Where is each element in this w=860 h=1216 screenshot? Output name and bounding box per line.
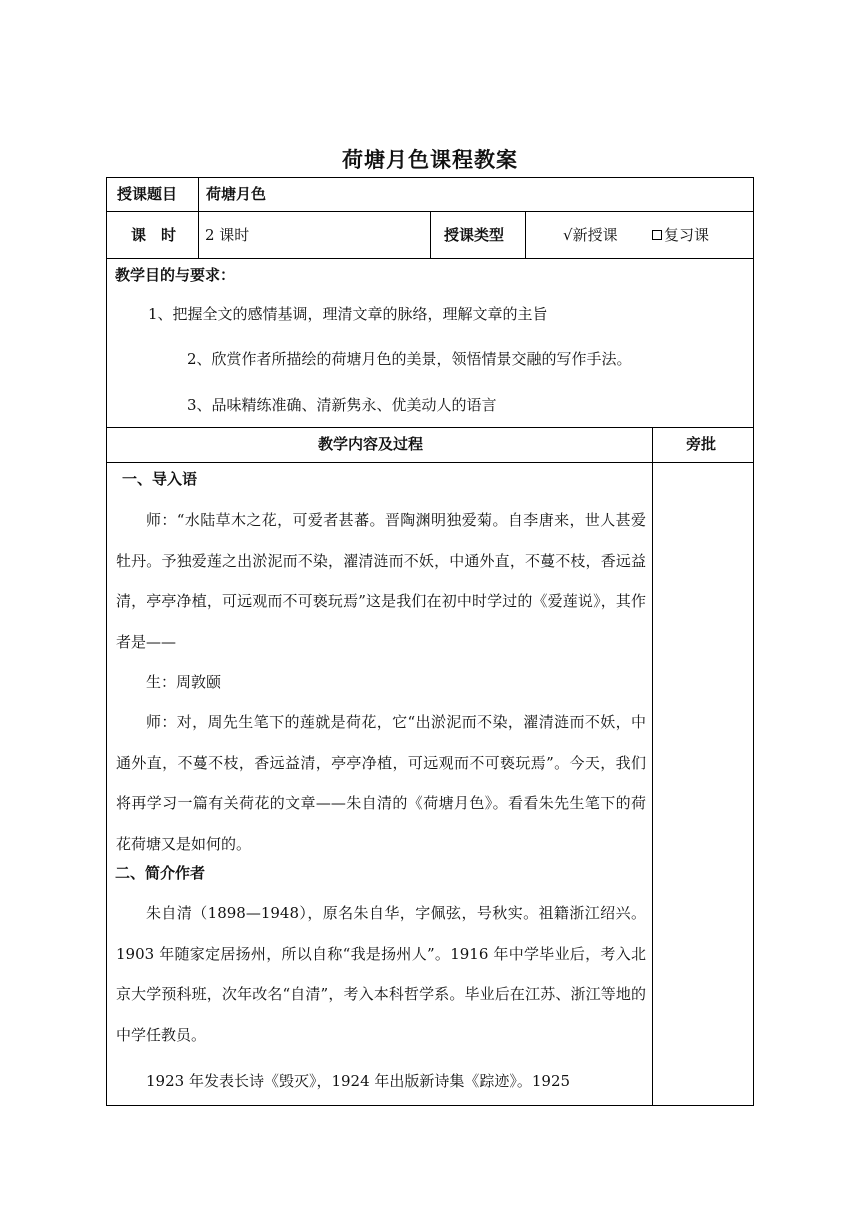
type-option-review-label: 复习课 bbox=[664, 226, 710, 244]
paragraph: 生：周敦颐 bbox=[146, 673, 222, 691]
section-heading: 二、简介作者 bbox=[115, 864, 206, 882]
notes-column-header: 旁批 bbox=[686, 435, 717, 453]
section-heading: 一、导入语 bbox=[122, 470, 198, 488]
table-col-divider bbox=[198, 177, 199, 259]
type-option-review bbox=[652, 228, 709, 243]
table-border-top bbox=[106, 177, 754, 178]
paragraph: 师：“水陆草木之花，可爱者甚蕃。晋陶渊明独爱菊。自李唐来，世人甚爱牡丹。予独爱莲之出淤泥而不染，濯清涟而不妖，中通外直，不蔓不枝，香远益清，亭亭净植，可远观而不可亵玩焉”这是我们在初中时学过的《爱莲说》，其作者是—— bbox=[116, 511, 646, 651]
document-title: 荷塘月色课程教案 bbox=[342, 148, 518, 172]
paragraph: 朱自清（1898—1948），原名朱自华，字佩弦，号秋实。祖籍浙江绍兴。1903 年随家定居扬州，所以自称“我是扬州人”。1916 年中学毕业后，考入北京大学预科班，次年改名“自清”，考入本科哲学系。毕业后在江苏、浙江等地的中学任教员。 bbox=[116, 904, 646, 1044]
hours-label: 课 时 bbox=[131, 226, 177, 244]
table-border-right bbox=[753, 177, 754, 1106]
subject-label: 授课题目 bbox=[117, 185, 178, 203]
type-option-new bbox=[563, 228, 618, 243]
goal-item: 2、欣赏作者所描绘的荷塘月色的美景，领悟情景交融的写作手法。 bbox=[187, 350, 632, 368]
table-border-bottom bbox=[106, 1105, 754, 1106]
paragraph: 师：对，周先生笔下的莲就是荷花，它“出淤泥而不染，濯清涟而不妖，中通外直，不蔓不枝，香远益清，亭亭净植，可远观而不可亵玩焉”。今天，我们将再学习一篇有关荷花的文章——朱自清的《荷塘月色》。看看朱先生笔下的荷花荷塘又是如何的。 bbox=[116, 713, 646, 853]
goal-item: 3、品味精练准确、清新隽永、优美动人的语言 bbox=[187, 396, 497, 414]
content-column-header: 教学内容及过程 bbox=[318, 435, 424, 453]
notes-col-divider bbox=[652, 427, 653, 1106]
hours-value: 2 课时 bbox=[205, 226, 250, 244]
goals-heading: 教学目的与要求： bbox=[115, 266, 236, 284]
table-col-divider bbox=[525, 211, 526, 259]
table-row-divider bbox=[106, 427, 754, 428]
subject-value: 荷塘月色 bbox=[206, 185, 267, 203]
type-option-new-label: 新授课 bbox=[572, 226, 618, 244]
goal-item: 1、把握全文的感情基调，理清文章的脉络，理解文章的主旨 bbox=[148, 305, 548, 323]
type-label: 授课类型 bbox=[444, 226, 505, 244]
check-mark-icon: √ bbox=[563, 226, 573, 244]
table-col-divider bbox=[430, 211, 431, 259]
checkbox-empty-icon bbox=[652, 230, 662, 240]
paragraph: 1923 年发表长诗《毁灭》，1924 年出版新诗集《踪迹》。1925 bbox=[146, 1072, 571, 1090]
table-row-divider bbox=[106, 462, 754, 463]
table-border-left bbox=[106, 177, 107, 1106]
